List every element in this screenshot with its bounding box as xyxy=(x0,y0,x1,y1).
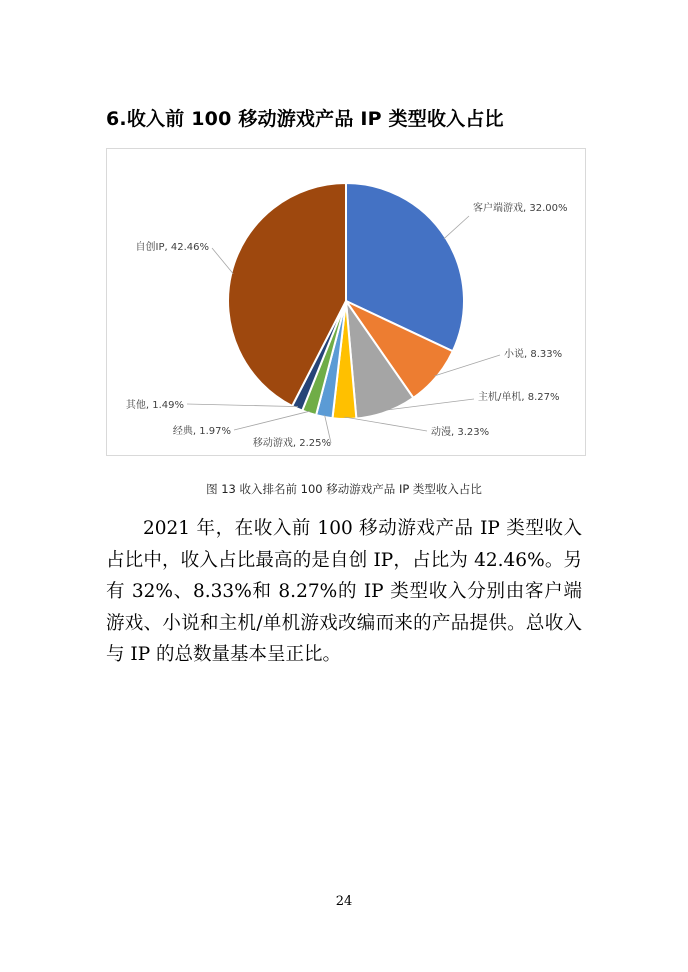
leader-line-5 xyxy=(234,411,310,430)
body-paragraph: 2021 年，在收入前 100 移动游戏产品 IP 类型收入占比中，收入占比最高的是自创 IP，占比为 42.46%。另有 32%、8.33%和 8.27%的 IP 类型收入分别由客户端游戏、小说和主机/单机游戏改编而来的产品提供。总收入与 IP 的总数量基本呈正比。 xyxy=(106,518,582,665)
slice-data-label-2: 主机/单机, 8.27% xyxy=(478,392,560,403)
leader-line-0 xyxy=(444,216,469,239)
slice-data-label-0: 客户端游戏, 32.00% xyxy=(473,203,568,214)
pie-chart xyxy=(106,148,586,456)
leader-line-3 xyxy=(344,417,427,431)
leader-line-7 xyxy=(212,248,233,274)
slice-data-label-3: 动漫, 3.23% xyxy=(431,427,490,438)
slice-data-label-4: 移动游戏, 2.25% xyxy=(252,438,331,449)
pie-chart-svg xyxy=(107,149,585,455)
figure-caption: 图 13 收入排名前 100 移动游戏产品 IP 类型收入占比 xyxy=(206,482,482,496)
page-number: 24 xyxy=(335,894,353,909)
slice-data-label-6: 其他, 1.49% xyxy=(125,400,184,411)
slice-data-label-1: 小说, 8.33% xyxy=(504,349,563,360)
section-heading: 6.收入前 100 移动游戏产品 IP 类型收入占比 xyxy=(106,108,504,130)
leader-line-6 xyxy=(187,404,298,407)
slice-data-label-7: 自创IP, 42.46% xyxy=(135,242,209,253)
slice-data-label-5: 经典, 1.97% xyxy=(172,426,231,437)
